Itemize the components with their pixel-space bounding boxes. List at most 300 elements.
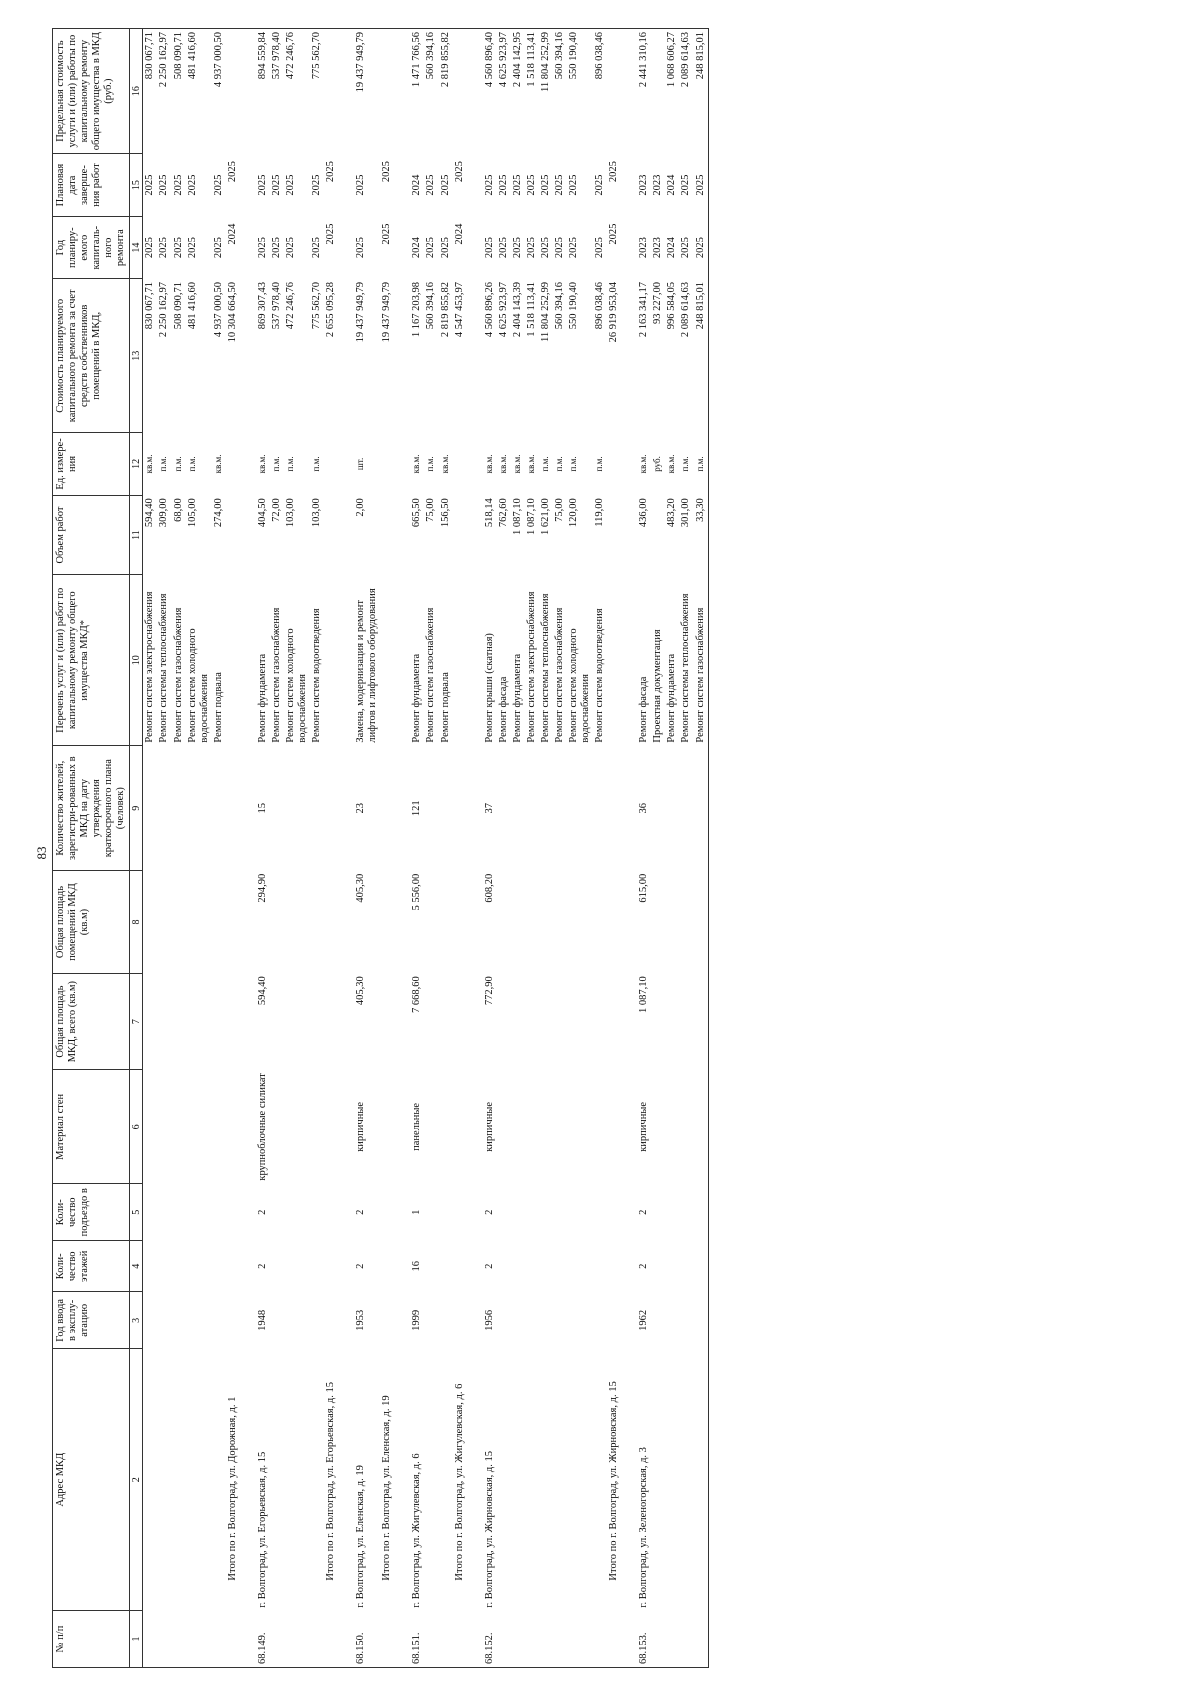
rooms-area-cell [439, 871, 453, 973]
work-volume-cell: 274,00 [212, 498, 224, 528]
row-number-cell [143, 1611, 158, 1668]
capital-repair-table [52, 28, 709, 1668]
floors-cell: 16 [411, 1261, 423, 1272]
total-area-cell: 772,90 [483, 976, 495, 1006]
residents-cell [607, 746, 632, 871]
entrances-cell [511, 1184, 525, 1241]
column-number: 1 [130, 1611, 143, 1668]
unit-cell: кв.м. [511, 454, 522, 474]
floors-cell: 2 [355, 1263, 367, 1269]
year-built-cell [694, 1292, 709, 1349]
work-type-cell [380, 575, 405, 746]
column-number: 14 [130, 216, 143, 279]
cost-limit-cell: 481 416,60 [186, 29, 212, 154]
address-cell [172, 1349, 186, 1611]
entrances-cell [651, 1184, 665, 1241]
work-volume-cell: 301,00 [680, 498, 692, 528]
cost-limit-cell [607, 29, 632, 154]
work-type-cell: Ремонт фундамента [256, 653, 268, 743]
cost-limit-cell: 775 562,70 [310, 29, 324, 154]
total-area-cell [380, 973, 405, 1070]
planned-cost-cell: 481 416,60 [186, 281, 198, 330]
column-number: 7 [130, 973, 143, 1070]
wall-material-cell [380, 1070, 405, 1184]
rooms-area-cell [567, 871, 593, 973]
rooms-area-cell [143, 871, 158, 973]
residents-cell [525, 746, 539, 871]
total-area-cell [511, 973, 525, 1070]
wall-material-cell [525, 1070, 539, 1184]
work-type-cell: Ремонт крыши (скатная) [483, 633, 495, 743]
cost-limit-cell: 472 246,76 [284, 29, 310, 154]
work-type-cell: Ремонт систем водоотведения [594, 608, 606, 743]
completion-date-cell: 2025 [539, 174, 551, 196]
repair-year-cell: 2024 [453, 223, 465, 245]
column-header: Год планиру-емого капиталь-ного ремонта [53, 216, 130, 279]
completion-date-cell: 2025 [568, 174, 579, 196]
completion-date-cell: 2025 [511, 174, 523, 196]
table-row [679, 29, 693, 1668]
row-number-cell [497, 1611, 511, 1668]
address-cell: г. Волгоград, ул. Зеленогорская, д. 3 [638, 1447, 650, 1608]
floors-cell: 2 [483, 1263, 495, 1269]
repair-year-cell: 2025 [594, 237, 606, 259]
total-area-cell [525, 973, 539, 1070]
entrances-cell [310, 1184, 324, 1241]
rooms-area-cell [453, 871, 478, 973]
work-volume-cell [226, 495, 251, 575]
entrances-cell [172, 1184, 186, 1241]
work-type-cell: Проектная документация [652, 629, 664, 743]
year-built-cell [525, 1292, 539, 1349]
entrances-cell [593, 1184, 607, 1241]
year-built-cell: 1956 [483, 1309, 495, 1331]
work-volume-cell: 75,00 [553, 498, 565, 522]
address-cell [157, 1349, 171, 1611]
total-area-cell [186, 973, 212, 1070]
year-built-cell [324, 1292, 349, 1349]
wall-material-cell [324, 1070, 349, 1184]
work-type-cell: Ремонт систем электроснабжения [144, 591, 156, 743]
table-row [478, 29, 497, 1668]
repair-year-cell: 2025 [256, 237, 268, 259]
planned-cost-cell: 19 437 949,79 [355, 281, 367, 343]
work-type-cell: Ремонт систем холодного водоснабжения [186, 628, 210, 743]
repair-year-cell: 2025 [144, 237, 156, 259]
year-built-cell [380, 1292, 405, 1349]
planned-cost-cell: 996 584,05 [666, 281, 678, 330]
repair-year-cell: 2025 [553, 237, 565, 259]
year-built-cell [593, 1292, 607, 1349]
entrances-cell [380, 1184, 405, 1241]
table-row [665, 29, 679, 1668]
planned-cost-cell: 2 250 162,97 [158, 281, 170, 338]
planned-cost-cell: 560 394,16 [553, 281, 565, 330]
completion-date-cell: 2025 [284, 174, 296, 196]
column-number: 9 [130, 746, 143, 871]
floors-cell [226, 1241, 251, 1292]
address-cell: Итого по г. Волгоград, ул. Еленская, д. 19 [381, 1395, 393, 1581]
work-type-cell: Ремонт подвала [212, 672, 224, 743]
work-volume-cell: 33,30 [694, 495, 709, 575]
year-built-cell [651, 1292, 665, 1349]
cost-limit-cell [453, 29, 478, 154]
cost-limit-cell [380, 29, 405, 154]
wall-material-cell [270, 1070, 284, 1184]
total-row [453, 29, 478, 1668]
completion-date-cell: 2025 [226, 161, 238, 183]
column-number: 5 [130, 1184, 143, 1241]
entrances-cell [525, 1184, 539, 1241]
total-area-cell [226, 973, 251, 1070]
completion-date-cell: 2025 [497, 174, 509, 196]
unit-cell: п.м. [270, 456, 281, 472]
cost-limit-cell: 560 394,16 [424, 29, 438, 154]
address-cell: Итого по г. Волгоград, ул. Дорожная, д. 1 [226, 1396, 238, 1581]
wall-material-cell [553, 1070, 567, 1184]
column-header: Количество жителей, зарегистри-рованных в МКД на дату утверждения краткосрочного плана (человек) [53, 746, 130, 871]
work-volume-cell: 1 621,00 [539, 498, 551, 535]
wall-material-cell [143, 1070, 158, 1184]
floors-cell: 2 [256, 1263, 268, 1269]
address-cell [284, 1349, 310, 1611]
work-type-cell [226, 575, 251, 746]
total-area-cell [143, 973, 158, 1070]
entrances-cell: 1 [411, 1209, 423, 1215]
repair-year-cell: 2025 [172, 237, 184, 259]
table-row [593, 29, 607, 1668]
total-row [226, 29, 251, 1668]
unit-cell: п.м. [311, 456, 322, 472]
planned-cost-cell: 869 307,43 [256, 281, 268, 330]
unit-cell [453, 433, 478, 496]
total-area-cell [212, 973, 226, 1070]
completion-date-cell: 2025 [439, 174, 451, 196]
cost-limit-cell: 894 559,84 [251, 29, 270, 154]
repair-year-cell: 2025 [186, 237, 198, 259]
table-row [349, 29, 380, 1668]
row-number-cell [593, 1611, 607, 1668]
floors-cell [453, 1241, 478, 1292]
table-row [284, 29, 310, 1668]
residents-cell [511, 746, 525, 871]
completion-date-cell: 2025 [270, 174, 282, 196]
wall-material-cell [607, 1070, 632, 1184]
year-built-cell [172, 1292, 186, 1349]
planned-cost-cell: 472 246,76 [284, 281, 296, 330]
cost-limit-cell: 248 815,01 [694, 29, 709, 154]
rooms-area-cell [651, 871, 665, 973]
completion-date-cell: 2023 [652, 174, 664, 196]
rooms-area-cell [324, 871, 349, 973]
entrances-cell: 2 [256, 1209, 268, 1215]
planned-cost-cell: 10 304 664,50 [226, 281, 238, 343]
unit-cell: кв.м. [483, 454, 494, 474]
entrances-cell [157, 1184, 171, 1241]
entrances-cell [270, 1184, 284, 1241]
cost-limit-cell: 19 437 949,79 [349, 29, 380, 154]
address-cell [424, 1349, 438, 1611]
address-cell [511, 1349, 525, 1611]
column-header: Плановая дата заверше-ния работ [53, 154, 130, 217]
completion-date-cell: 2025 [256, 174, 268, 196]
entrances-cell [497, 1184, 511, 1241]
work-type-cell: Ремонт систем холодного водоснабжения [284, 628, 308, 743]
unit-cell: кв.м. [638, 454, 649, 474]
work-volume-cell: 436,00 [638, 498, 650, 528]
table-row [405, 29, 424, 1668]
repair-year-cell: 2024 [666, 237, 678, 259]
floors-cell [607, 1241, 632, 1292]
rotated-page [52, 28, 1200, 1668]
address-cell [270, 1349, 284, 1611]
table-row [694, 29, 709, 1668]
wall-material-cell [310, 1070, 324, 1184]
residents-cell [453, 746, 478, 871]
total-area-cell [310, 973, 324, 1070]
residents-cell [593, 746, 607, 871]
row-number-cell [324, 1611, 349, 1668]
repair-year-cell: 2024 [226, 223, 238, 245]
year-built-cell: 1999 [411, 1309, 423, 1331]
entrances-cell [607, 1184, 632, 1241]
completion-date-cell: 2023 [638, 174, 650, 196]
work-volume-cell: 309,00 [158, 498, 170, 528]
planned-cost-cell: 248 815,01 [694, 279, 709, 433]
rooms-area-cell [380, 871, 405, 973]
year-built-cell [665, 1292, 679, 1349]
unit-cell: кв.м. [411, 454, 422, 474]
rooms-area-cell [497, 871, 511, 973]
repair-year-cell: 2025 [284, 237, 296, 259]
unit-cell [607, 433, 632, 496]
year-built-cell [270, 1292, 284, 1349]
residents-cell [567, 746, 593, 871]
work-volume-cell: 103,00 [311, 498, 323, 528]
completion-date-cell: 2025 [325, 161, 337, 183]
repair-year-cell: 2025 [425, 237, 437, 259]
cost-limit-cell: 896 038,46 [593, 29, 607, 154]
entrances-cell: 2 [638, 1209, 650, 1215]
floors-cell [511, 1241, 525, 1292]
column-number: 10 [130, 575, 143, 746]
wall-material-cell [651, 1070, 665, 1184]
cost-limit-cell: 4 937 000,50 [212, 29, 226, 154]
floors-cell [593, 1241, 607, 1292]
repair-year-cell: 2025 [212, 237, 224, 259]
completion-date-cell: 2025 [172, 174, 184, 196]
rooms-area-cell [212, 871, 226, 973]
rooms-area-cell [186, 871, 212, 973]
work-type-cell [324, 575, 349, 746]
total-area-cell [607, 973, 632, 1070]
row-number-cell [270, 1611, 284, 1668]
table-header [53, 29, 143, 1668]
rooms-area-cell [607, 871, 632, 973]
year-built-cell [453, 1292, 478, 1349]
entrances-cell [665, 1184, 679, 1241]
year-built-cell [553, 1292, 567, 1349]
planned-cost-cell: 830 067,71 [144, 281, 156, 330]
work-type-cell: Ремонт систем газоснабжения [425, 607, 437, 743]
address-cell [310, 1349, 324, 1611]
completion-date-cell: 2024 [666, 174, 678, 196]
repair-year-cell: 2025 [694, 216, 709, 279]
table-row [439, 29, 453, 1668]
work-volume-cell: 156,50 [439, 498, 451, 528]
total-area-cell [593, 973, 607, 1070]
residents-cell [284, 746, 310, 871]
column-header: Перечень услуг и (или) работ по капитальному ремонту общего имущества МКД* [53, 575, 130, 746]
address-cell [679, 1349, 693, 1611]
floors-cell [212, 1241, 226, 1292]
wall-material-cell [511, 1070, 525, 1184]
column-header: Ед. измере-ния [53, 433, 130, 496]
repair-year-cell: 2025 [539, 237, 551, 259]
wall-material-cell [694, 1070, 709, 1184]
address-cell [694, 1349, 709, 1611]
table-row [525, 29, 539, 1668]
cost-limit-cell: 2 250 162,97 [157, 29, 171, 154]
total-area-cell [694, 973, 709, 1070]
year-built-cell [310, 1292, 324, 1349]
cost-limit-cell: 4 560 896,40 [478, 29, 497, 154]
rooms-area-cell: 294,90 [256, 873, 268, 903]
total-area-cell [172, 973, 186, 1070]
work-type-cell: Ремонт систем водоотведения [311, 608, 323, 743]
repair-year-cell: 2025 [680, 237, 692, 259]
wall-material-cell [186, 1070, 212, 1184]
column-header: Коли-чество этажей [53, 1241, 130, 1292]
planned-cost-cell: 4 937 000,50 [212, 281, 224, 338]
address-cell [497, 1349, 511, 1611]
planned-cost-cell: 4 560 896,26 [483, 281, 495, 338]
planned-cost-cell: 2 655 095,28 [325, 281, 337, 338]
total-area-cell [665, 973, 679, 1070]
year-built-cell [424, 1292, 438, 1349]
entrances-cell [212, 1184, 226, 1241]
floors-cell [694, 1241, 709, 1292]
row-number-cell: 68.153. [632, 1611, 651, 1668]
work-type-cell: Ремонт системы теплоснабжения [158, 593, 170, 743]
floors-cell [424, 1241, 438, 1292]
column-header: Стоимость планируемого капитального ремонта за счет средств собственников помещений в МКД, [53, 279, 130, 433]
row-number-cell [694, 1611, 709, 1668]
completion-date-cell: 2025 [186, 174, 198, 196]
residents-cell [226, 746, 251, 871]
work-type-cell: Ремонт систем электроснабжения [525, 591, 537, 743]
address-cell [212, 1349, 226, 1611]
work-type-cell: Ремонт систем газоснабжения [553, 607, 565, 743]
planned-cost-cell: 560 394,16 [425, 281, 437, 330]
residents-cell [651, 746, 665, 871]
unit-cell: п.м. [694, 433, 709, 496]
total-area-cell: 1 087,10 [638, 976, 650, 1013]
cost-limit-cell: 508 090,71 [172, 29, 186, 154]
row-number-cell: 68.150. [349, 1611, 380, 1668]
wall-material-cell [453, 1070, 478, 1184]
rooms-area-cell [525, 871, 539, 973]
residents-cell [380, 746, 405, 871]
year-built-cell [143, 1292, 158, 1349]
year-built-cell [539, 1292, 553, 1349]
unit-cell: шт. [355, 457, 366, 471]
residents-cell [665, 746, 679, 871]
unit-cell: руб. [652, 456, 663, 472]
entrances-cell: 2 [483, 1209, 495, 1215]
work-volume-cell: 120,00 [568, 498, 579, 528]
total-area-cell [324, 973, 349, 1070]
rooms-area-cell: 5 556,00 [411, 873, 423, 911]
address-cell: Итого по г. Волгоград, ул. Жигулевская, д. 6 [453, 1383, 465, 1581]
cost-limit-cell: 2 819 855,82 [439, 29, 453, 154]
entrances-cell [324, 1184, 349, 1241]
floors-cell [310, 1241, 324, 1292]
floors-cell [665, 1241, 679, 1292]
repair-year-cell: 2025 [525, 237, 537, 259]
unit-cell: кв.м. [256, 454, 267, 474]
unit-cell [226, 433, 251, 496]
work-volume-cell: 762,60 [497, 498, 509, 528]
cost-limit-cell: 11 804 252,99 [539, 29, 553, 154]
residents-cell [497, 746, 511, 871]
year-built-cell [567, 1292, 593, 1349]
column-number: 12 [130, 433, 143, 496]
table-row [651, 29, 665, 1668]
cost-limit-cell [226, 29, 251, 154]
floors-cell [324, 1241, 349, 1292]
entrances-cell [143, 1184, 158, 1241]
wall-material-cell [212, 1070, 226, 1184]
rooms-area-cell [665, 871, 679, 973]
residents-cell [439, 746, 453, 871]
address-cell [539, 1349, 553, 1611]
residents-cell [310, 746, 324, 871]
residents-cell [694, 746, 709, 871]
work-volume-cell: 1 087,10 [511, 498, 523, 535]
completion-date-cell: 2025 [680, 174, 692, 196]
work-type-cell: Ремонт систем газоснабжения [172, 607, 184, 743]
work-type-cell [607, 575, 632, 746]
completion-date-cell: 2024 [411, 174, 423, 196]
completion-date-cell: 2025 [594, 174, 606, 196]
residents-cell: 15 [256, 802, 268, 814]
row-number-cell [284, 1611, 310, 1668]
cost-limit-cell: 1 068 606,27 [665, 29, 679, 154]
unit-cell: п.м. [284, 456, 295, 472]
floors-cell [539, 1241, 553, 1292]
table-row [172, 29, 186, 1668]
year-built-cell [497, 1292, 511, 1349]
column-number: 2 [130, 1349, 143, 1611]
repair-year-cell: 2024 [411, 237, 423, 259]
work-type-cell: Ремонт фасада [638, 676, 650, 743]
work-volume-cell: 594,40 [144, 498, 156, 528]
work-type-cell: Ремонт фундамента [511, 653, 523, 743]
cost-limit-cell: 537 978,40 [270, 29, 284, 154]
repair-year-cell: 2023 [652, 237, 664, 259]
row-number-cell [651, 1611, 665, 1668]
work-volume-cell: 1 087,10 [525, 498, 537, 535]
planned-cost-cell: 19 437 949,79 [381, 281, 393, 343]
entrances-cell [679, 1184, 693, 1241]
total-area-cell [439, 973, 453, 1070]
column-number: 16 [130, 29, 143, 154]
floors-cell: 2 [638, 1263, 650, 1269]
work-volume-cell: 665,50 [411, 498, 423, 528]
year-built-cell: 1948 [256, 1309, 268, 1331]
total-area-cell [270, 973, 284, 1070]
